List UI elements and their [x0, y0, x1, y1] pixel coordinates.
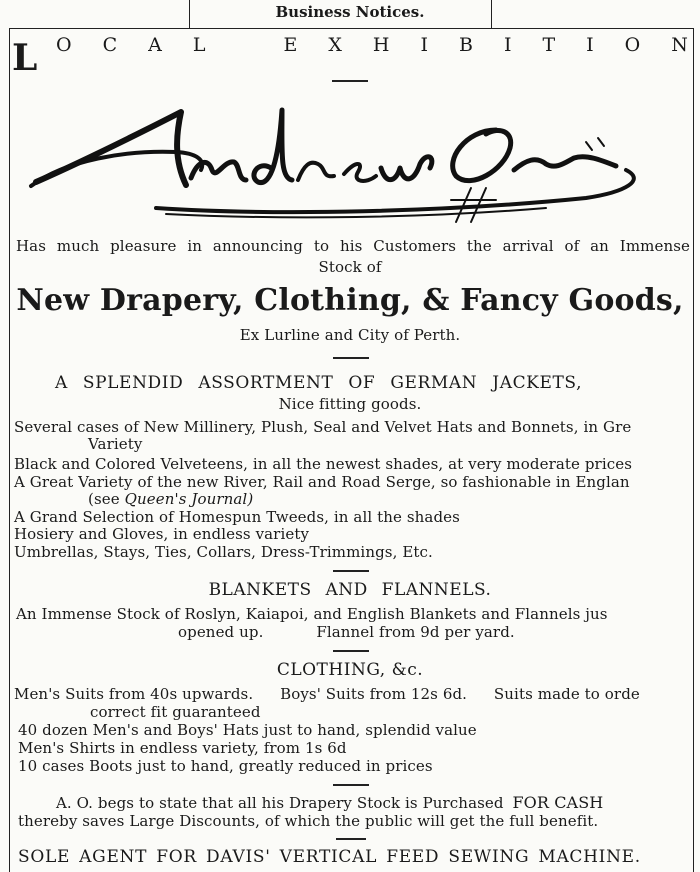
boys-suits: Boys' Suits from 12s 6d.: [280, 685, 468, 703]
title-letter: A: [148, 34, 162, 56]
intro-line-2: Stock of: [318, 258, 382, 276]
title-letter: E: [283, 34, 298, 56]
list-item: Umbrellas, Stays, Ties, Collars, Dress-Trimmings, Etc.: [14, 543, 433, 561]
left-border-rule: [9, 29, 10, 872]
title-initial-letter: L: [12, 37, 38, 79]
blankets-line-2: [178, 623, 515, 641]
clothing-line-3: 40 dozen Men's and Boys' Hats just to hand, splendid value: [18, 721, 477, 739]
title-letter: T: [542, 34, 556, 56]
blankets-opened: opened up.: [178, 623, 264, 641]
clothing-line-4: Men's Shirts in endless variety, from 1s 6d: [18, 739, 347, 757]
list-item: Black and Colored Velveteens, in all the newest shades, at very moderate prices: [14, 455, 632, 473]
closing-line-1: [56, 793, 603, 812]
title-letter: I: [503, 34, 512, 56]
headline: New Drapery, Clothing, & Fancy Goods,: [16, 283, 684, 318]
blankets-heading: BLANKETS AND FLANNELS.: [208, 580, 492, 600]
list-item: A Grand Selection of Homespun Tweeds, in all the shades: [14, 508, 460, 526]
ex-line: Ex Lurline and City of Perth.: [239, 326, 461, 344]
assortment-heading: A SPLENDID ASSORTMENT OF GERMAN JACKETS,: [55, 373, 583, 393]
title-letter: L: [192, 34, 206, 56]
blankets-line-1: An Immense Stock of Roslyn, Kaiapoi, and English Blankets and Flannels jus: [16, 605, 608, 623]
header-underline-rule: [9, 28, 694, 29]
divider-dash: [333, 784, 369, 786]
footer-sole-agent: SOLE AGENT FOR DAVIS' VERTICAL FEED SEWING MACHINE.: [18, 847, 641, 867]
list-item: A Great Variety of the new River, Rail and Road Serge, so fashionable in Englan: [14, 473, 630, 491]
list-item: Hosiery and Gloves, in endless variety: [14, 525, 310, 543]
title-letter: I: [586, 34, 594, 56]
closing-line-2: thereby saves Large Discounts, of which the public will get the full benefit.: [18, 812, 599, 830]
suits-to-order: Suits made to orde: [493, 685, 640, 703]
mens-suits: Men's Suits from 40s upwards.: [14, 685, 254, 703]
title-letter: B: [458, 34, 473, 56]
signature-image: [26, 90, 666, 230]
clothing-line-1: [14, 685, 640, 703]
clothing-line-2: correct fit guaranteed: [90, 703, 261, 721]
list-item: [88, 490, 253, 508]
see-reference: (see: [88, 490, 120, 508]
title-letter: X: [328, 34, 342, 56]
divider-dash: [333, 650, 369, 652]
assortment-subheading: Nice fitting goods.: [278, 395, 422, 413]
title-word-gap: [236, 34, 252, 56]
section-title: Business Notices.: [275, 3, 425, 21]
journal-name: Queen's Journal): [124, 490, 254, 508]
title-letter: O: [56, 34, 72, 56]
list-item: Variety: [88, 435, 143, 453]
intro-line-1: Has much pleasure in announcing to his Customers the arrival of an Immense: [16, 237, 690, 255]
title-letter: H: [372, 34, 390, 56]
list-item: Several cases of New Millinery, Plush, Seal and Velvet Hats and Bonnets, in Gre: [14, 418, 632, 436]
clothing-heading: CLOTHING, &c.: [276, 660, 424, 680]
flannel-price: Flannel from 9d per yard.: [316, 623, 515, 641]
divider-dash: [333, 570, 369, 572]
title-letter: I: [420, 34, 428, 56]
title-letter: C: [102, 34, 118, 56]
for-cash: FOR CASH: [512, 793, 604, 812]
right-border-rule: [693, 29, 694, 872]
divider-dash: [333, 357, 369, 359]
clothing-line-5: 10 cases Boots just to hand, greatly reduced in prices: [18, 757, 433, 775]
closing-statement: A. O. begs to state that all his Drapery Stock is Purchased: [56, 794, 504, 812]
divider-dash: [332, 80, 368, 82]
divider-dash: [336, 838, 366, 840]
title-letter: O: [624, 34, 641, 56]
title-letter: N: [671, 34, 688, 56]
title-spaced-letters: [56, 34, 688, 56]
